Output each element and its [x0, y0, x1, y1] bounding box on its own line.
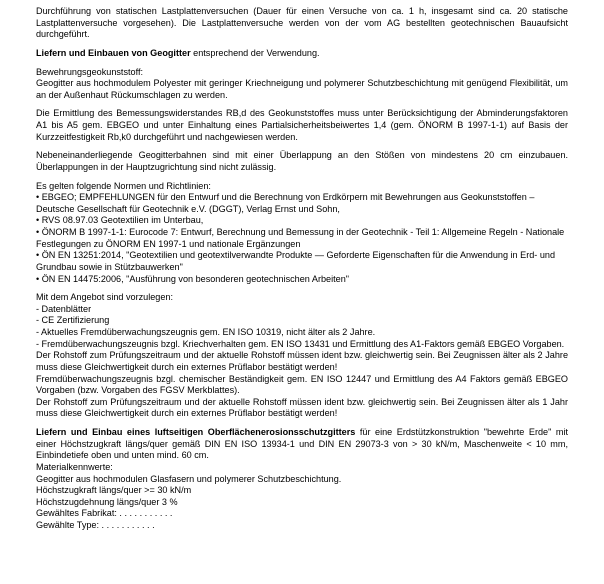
heading-normen: Es gelten folgende Normen und Richtlinien:	[36, 180, 211, 191]
list-item: • RVS 08.97.03 Geotextilien im Unterbau,	[36, 215, 204, 226]
list-item: • ÖN EN 13251:2014, "Geotextilien und geotextilverwandte Produkte — Geforderte Eigenschaften für die Anwendung in Erd- und Grundbau sowie in Stützbauwerken"	[36, 250, 556, 272]
paragraph-bewehrungsgeokunststoff: Geogitter aus hochmodulem Polyester mit geringer Kriechneigung und polymerer Schutzbeschichtung mit genügend Flexibilität, um an der Außenhaut Rückumschlagen zu werden.	[36, 78, 568, 100]
list-item: Höchstzugdehnung längs/quer 3 %	[36, 496, 178, 507]
norm-list	[36, 192, 568, 285]
list-item: - CE Zertifizierung	[36, 315, 110, 326]
paragraph-rohstoff-1: Der Rohstoff zum Prüfungszeitraum und der aktuelle Rohstoff müssen ident bzw. gleichwertig sein. Bei Zeugnissen älter als 2 Jahre muss diese Gleichwertigkeit durch ein externes Prüflabor bestätigt werden!	[36, 350, 568, 372]
list-item: • EBGEO; EMPFEHLUNGEN für den Entwurf und die Berechnung von Erdkörpern mit Bewehrungen aus Geokunststoffen – Deutsche Gesellschaft für Geotechnik e.V. (DGGT), Verlag Ernst und Sohn,	[36, 192, 535, 214]
heading-bewehrungsgeokunststoff: Bewehrungsgeokunststoff:	[36, 66, 144, 77]
paragraph-erosionsschutzgitter	[36, 427, 568, 462]
paragraph-nebeneinander: Nebeneinanderliegende Geogitterbahnen sind mit einer Überlappung an den Stößen von mindestens 20 cm einzubauen. Überlappungen in der Hauptzugrichtung sind nicht zulässig.	[36, 150, 568, 172]
paragraph-erosionsschutzgitter-text: für eine Erdstützkonstruktion "bewehrte Erde" mit einer Höchstzugkraft längs/quer gemäß DIN EN ISO 13934-1 und DIN EN 29073-3 von > 30 kN/m, Maschenweite < 10 mm, Einbindetiefe oben und unten mind. 60 cm.	[36, 427, 569, 461]
list-item: - Fremdüberwachungszeugnis bzgl. Kriechverhalten gem. EN ISO 13431 und Ermittlung des A1-Faktors gemäß EBGEO Vorgaben.	[36, 338, 565, 349]
list-item: - Datenblätter	[36, 303, 92, 314]
heading-materialkennwerte: Materialkennwerte:	[36, 461, 113, 472]
paragraph-rohstoff-2: Der Rohstoff zum Prüfungszeitraum und der aktuelle Rohstoff müssen ident bzw. gleichwertig sein. Bei Zeugnissen älter als 1 Jahr muss diese Gleichwertigkeit durch ein externes Prüflabor bestätigt werden!	[36, 396, 568, 419]
list-item: - Aktuelles Fremdüberwachungszeugnis gem. EN ISO 10319, nicht älter als 2 Jahre.	[36, 327, 376, 337]
list-item: Gewählte Type: . . . . . . . . . . .	[36, 520, 155, 530]
list-item: Höchstzugkraft längs/quer >= 30 kN/m	[36, 485, 192, 496]
heading-angebot: Mit dem Angebot sind vorzulegen:	[36, 292, 173, 303]
list-item: Geogitter aus hochmodulen Glasfasern und polymerer Schutzbeschichtung.	[36, 473, 342, 484]
list-item: • ÖN EN 14475:2006, "Ausführung von besonderen geotechnischen Arbeiten"	[36, 273, 349, 284]
heading-erosionsschutzgitter: Liefern und Einbau eines luftseitigen Oberflächenerosionsschutzgitters	[36, 427, 356, 437]
paragraph-ermittlung: Die Ermittlung des Bemessungswiderstandes RB,d des Geokunststoffes muss unter Berücksichtigung der Abminderungsfaktoren A1 bis A5 gem. EBGEO und unter Einhaltung eines Partialsicherheitsbeiwertes 1,4 (gem. ÖNORM B 1997-1-1) auf Basis der Kurzzeitfestigkeit Rb,k0 durchgeführt und nachgewiesen werden.	[36, 108, 568, 142]
angebot-list	[36, 304, 568, 351]
paragraph-liefern-geogitter-text: entsprechend der Verwendung.	[190, 47, 320, 58]
paragraph-liefern-geogitter	[36, 48, 568, 60]
list-item: • ÖNORM B 1997-1-1: Eurocode 7: Entwurf, Berechnung und Bemessung in der Geotechnik - Teil 1: Allgemeine Regeln - Nationale Festlegungen zu ÖNORM EN 1997-1 und nationale Ergänzungen	[36, 227, 565, 249]
heading-liefern-geogitter: Liefern und Einbauen von Geogitter	[36, 47, 191, 58]
paragraph-intro: Durchführung von statischen Lastplattenversuchen (Dauer für einen Versuche von ca. 1 h, insgesamt sind ca. 20 statische Lastplattenversuche vorgesehen). Die Lastplattenversuche werden von der vom AG bestellten geotechnischen Bauaufsicht durchgeführt.	[36, 6, 568, 40]
paragraph-fremduberwachung: Fremdüberwachungszeugnis bzgl. chemischer Beständigkeit gem. EN ISO 12447 und Ermittlung des A4 Faktors gemäß EBGEO Vorgaben (bzw. Vorgaben des FGSV Merkblattes).	[36, 373, 568, 396]
material-list	[36, 474, 568, 532]
list-item: Gewähltes Fabrikat: . . . . . . . . . . .	[36, 508, 173, 519]
